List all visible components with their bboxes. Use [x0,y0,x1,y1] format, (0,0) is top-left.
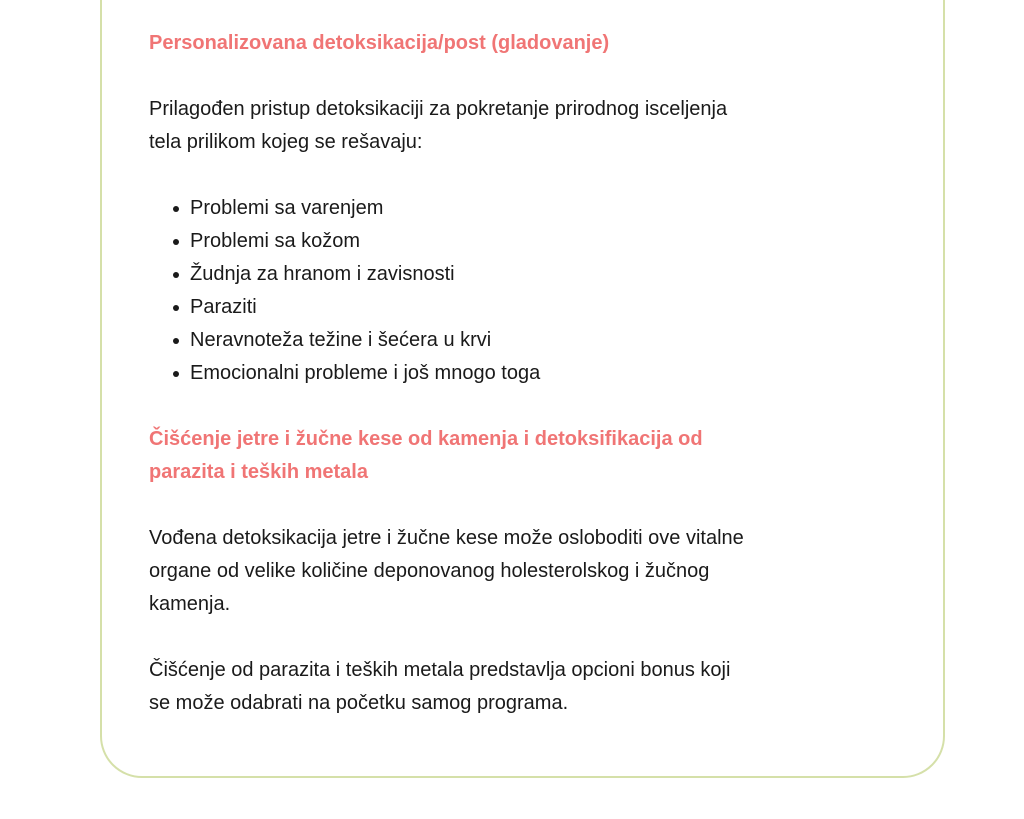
problems-list [149,192,909,390]
bonus-description [149,654,909,720]
section-heading-detox [149,27,909,60]
liver-cleanse-description [149,522,909,621]
list-item: Problemi sa kožom [190,225,909,258]
list-item: Problemi sa varenjem [190,192,909,225]
paragraph-line: tela prilikom kojeg se rešavaju: [149,131,423,153]
list-item: Žudnja za hranom i zavisnosti [190,258,909,291]
heading-line: Čišćenje jetre i žučne kese od kamenja i detoksifikacija od [149,428,703,450]
paragraph-line: kamenja. [149,593,231,615]
detox-description [149,93,909,159]
paragraph-line: Čišćenje od parazita i teških metala predstavlja opcioni bonus koji [149,659,731,681]
list-item: Emocionalni probleme i još mnogo toga [190,357,909,390]
paragraph-line: se može odabrati na početku samog programa. [149,692,569,714]
paragraph-line: Prilagođen pristup detoksikaciji za pokretanje prirodnog isceljenja [149,98,728,120]
paragraph-line: organe od velike količine deponovanog holesterolskog i žučnog [149,560,710,582]
list-item: Neravnoteža težine i šećera u krvi [190,324,909,357]
heading-line: parazita i teških metala [149,461,368,483]
paragraph-line: Vođena detoksikacija jetre i žučne kese može osloboditi ove vitalne [149,527,744,549]
list-item: Paraziti [190,291,909,324]
heading-line: Personalizovana detoksikacija/post (gladovanje) [149,32,610,54]
section-heading-liver-cleanse [149,423,909,489]
card-content [149,27,909,753]
